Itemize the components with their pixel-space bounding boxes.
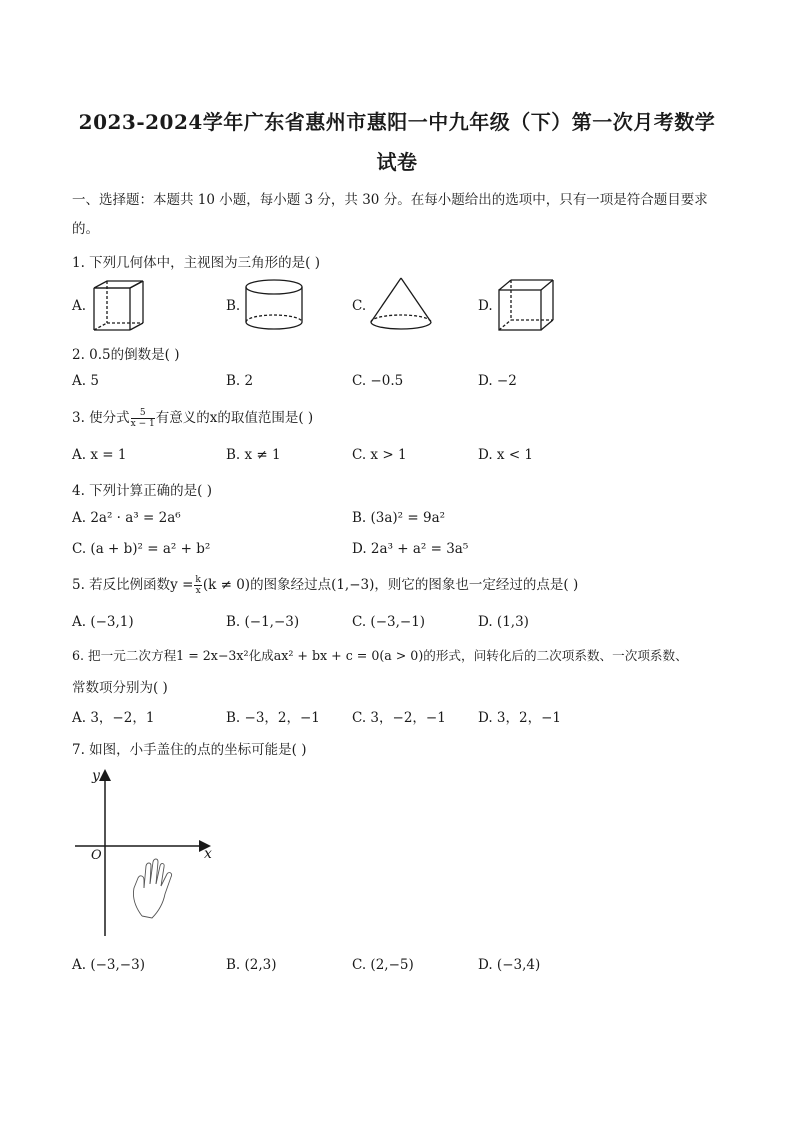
q6-option-c: C. 3，−2，−1 <box>352 710 446 726</box>
q3-fraction <box>131 408 155 429</box>
q3-fraction-numerator: 5 <box>131 408 155 419</box>
section-instructions: 一、选择题：本题共 10 小题，每小题 3 分，共 30 分。在每小题给出的选项中，只有一项是符合题目要求 <box>72 192 708 208</box>
q3-stem-prefix: 3. 使分式 <box>72 410 130 426</box>
q5-option-a: A. (−3,1) <box>72 614 134 630</box>
q3-option-d: D. x < 1 <box>478 447 534 463</box>
question-5-stem <box>72 573 578 596</box>
q3-stem-suffix: 有意义的x的取值范围是( ) <box>155 410 314 426</box>
q6-option-a: A. 3，−2，1 <box>72 710 155 726</box>
question-4-stem: 4. 下列计算正确的是( ) <box>72 483 212 499</box>
q6-option-d: D. 3，2，−1 <box>478 710 562 726</box>
q1-option-b: B. <box>226 298 241 314</box>
question-6-stem: 6. 把一元二次方程1 = 2x−3x²化成ax² + bx + c = 0(a > 0)的形式，问转化后的二次项系数、一次项系数、 <box>72 648 688 663</box>
q2-option-d: D. −2 <box>478 373 517 389</box>
question-6-stem-continued: 常数项分别为( ) <box>72 680 168 696</box>
q5-option-c: C. (−3,−1) <box>352 614 426 630</box>
q5-fraction-numerator: k <box>195 575 201 585</box>
coordinate-axes-figure <box>70 766 220 941</box>
q4-option-b: B. (3a)² = 9a² <box>352 510 446 526</box>
q3-option-b: B. x ≠ 1 <box>226 447 281 463</box>
q7-option-d: D. (−3,4) <box>478 957 541 973</box>
q3-option-c: C. x > 1 <box>352 447 407 463</box>
q4-option-d: D. 2a³ + a² = 3a⁵ <box>352 541 469 557</box>
q4-option-a: A. 2a² · a³ = 2a⁶ <box>72 510 181 526</box>
q3-fraction-denominator: x − 1 <box>130 419 155 429</box>
cube-figure <box>496 278 556 334</box>
y-axis-label: y <box>92 768 100 784</box>
q6-option-b: B. −3，2，−1 <box>226 710 320 726</box>
question-3-stem <box>72 406 313 429</box>
q2-option-b: B. 2 <box>226 373 254 389</box>
q7-option-a: A. (−3,−3) <box>72 957 145 973</box>
hand-icon <box>133 859 171 918</box>
q1-option-c: C. <box>352 298 367 314</box>
q2-option-c: C. −0.5 <box>352 373 404 389</box>
q5-fraction-denominator: x <box>195 586 201 596</box>
q7-option-b: B. (2,3) <box>226 957 277 973</box>
section-instructions-continued: 的。 <box>72 221 99 237</box>
q2-option-a: A. 5 <box>72 373 99 389</box>
q4-option-c: C. (a + b)² = a² + b² <box>72 541 211 557</box>
x-axis-label: x <box>204 846 212 862</box>
question-2-stem: 2. 0.5的倒数是( ) <box>72 347 180 363</box>
q5-stem-prefix: 5. 若反比例函数y = <box>72 577 194 593</box>
cylinder-figure <box>244 278 304 332</box>
q1-option-d: D. <box>478 298 493 314</box>
q7-option-c: C. (2,−5) <box>352 957 414 973</box>
q3-option-a: A. x = 1 <box>72 447 127 463</box>
q5-option-d: D. (1,3) <box>478 614 529 630</box>
origin-label: O <box>91 848 102 863</box>
page-title-continued: 试卷 <box>376 150 418 174</box>
triangular-prism-figure <box>90 278 146 334</box>
cone-figure <box>368 276 434 334</box>
page-title: 2023-2024学年广东省惠州市惠阳一中九年级（下）第一次月考数学 <box>78 110 716 134</box>
q5-fraction <box>194 575 201 596</box>
question-7-stem: 7. 如图，小手盖住的点的坐标可能是( ) <box>72 742 307 758</box>
q1-option-a: A. <box>72 298 87 314</box>
q5-option-b: B. (−1,−3) <box>226 614 300 630</box>
question-1-stem: 1. 下列几何体中，主视图为三角形的是( ) <box>72 255 320 271</box>
q5-stem-suffix: (k ≠ 0)的图象经过点(1,−3)，则它的图象也一定经过的点是( ) <box>202 577 579 593</box>
